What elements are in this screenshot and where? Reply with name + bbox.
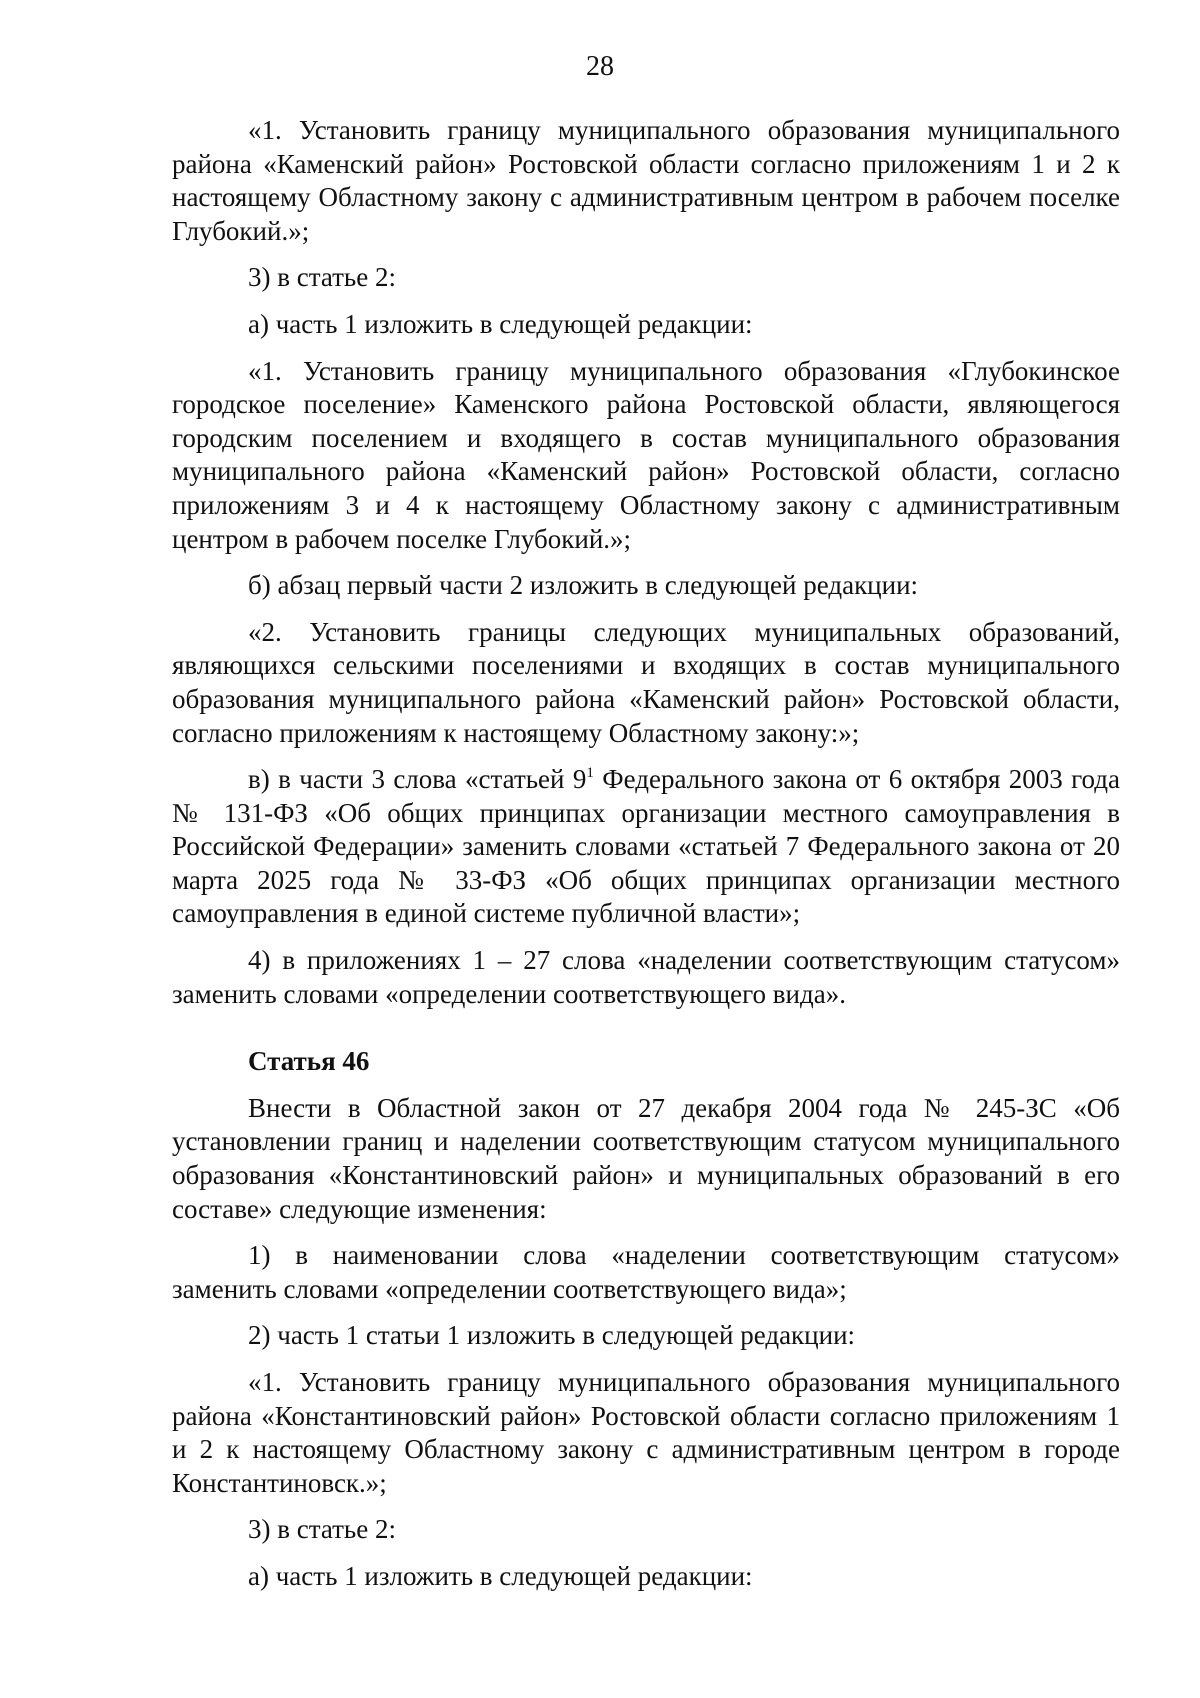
paragraph-text-end: Федерального закона от 6 октября 2003 года № 131-ФЗ «Об общих принципах организации местного самоуправления в Российской Федерации» заменить словами «статьей 7 Федерального закона от 20 марта 2025 года № 33-ФЗ «Об общих принципах организации местного самоуправления в единой системе публичной власти»; <box>172 764 1121 929</box>
paragraph: 3) в статье 2: <box>248 262 396 293</box>
paragraph: 2) часть 1 статьи 1 изложить в следующей редакции: <box>248 1320 856 1351</box>
paragraph: «1. Установить границу муниципального образования муниципального района «Константиновский район» Ростовской области согласно приложениям 1 и 2 к настоящему Областному закону с административным центром в городе Константиновск.»; <box>172 1367 1120 1498</box>
paragraph: 1) в наименовании слова «наделении соответствующим статусом» заменить словами «определении соответствующего вида»; <box>172 1240 1120 1304</box>
paragraph: «1. Установить границу муниципального образования муниципального района «Каменский район» Ростовской области согласно приложениям 1 и 2 к настоящему Областному закону с административным центром в рабочем поселке Глубокий.»; <box>172 115 1120 246</box>
superscript: 1 <box>586 765 594 782</box>
paragraph: «2. Установить границы следующих муниципальных образований, являющихся сельскими поселениями и входящих в состав муниципального образования муниципального района «Каменский район» Ростовской области, согласно приложениям к настоящему Областному закону:»; <box>172 616 1120 748</box>
page-number: 28 <box>586 51 614 82</box>
paragraph: 3) в статье 2: <box>248 1514 396 1545</box>
paragraph: б) абзац первый части 2 изложить в следующей редакции: <box>248 570 919 601</box>
article-heading: Статья 46 <box>248 1046 370 1077</box>
paragraph: 4) в приложениях 1 – 27 слова «наделении соответствующим статусом» заменить словами «определении соответствующего вида». <box>172 945 1120 1009</box>
paragraph <box>172 763 1120 931</box>
paragraph-text-start: в) в части 3 слова «статьей 9 <box>248 764 587 795</box>
paragraph: Внести в Областной закон от 27 декабря 2004 года № 245-ЗС «Об установлении границ и наделении соответствующим статусом муниципального образования «Константиновский район» и муниципальных образований в его составе» следующие изменения: <box>172 1092 1120 1224</box>
paragraph: а) часть 1 изложить в следующей редакции: <box>248 1560 753 1591</box>
paragraph: «1. Установить границу муниципального образования «Глубокинское городское поселение» Каменского района Ростовской области, являющегося городским поселением и входящего в состав муниципального образования муниципального района «Каменский район» Ростовской области, согласно приложениям 3 и 4 к настоящему Областному закону с административным центром в рабочем поселке Глубокий.»; <box>172 355 1120 554</box>
paragraph: а) часть 1 изложить в следующей редакции: <box>248 308 753 339</box>
document-body <box>172 114 1120 1607</box>
